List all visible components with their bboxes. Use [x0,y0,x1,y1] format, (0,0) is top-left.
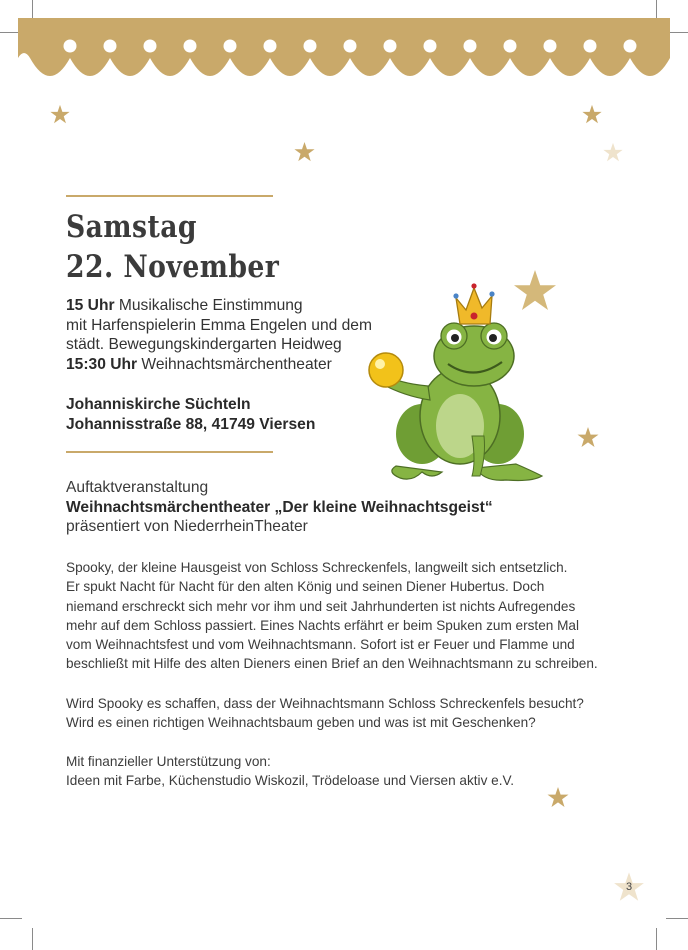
star-icon [581,104,603,126]
venue-address: Johannisstraße 88, 41749 Viersen [66,415,316,433]
program-time: 15 Uhr [66,297,115,314]
text-line: vom Weihnachtsfest und vom Weihnachtsmann. Sofort ist er Feuer und Flamme und [66,637,575,653]
heading-day: Samstag [66,209,197,245]
program-line [66,296,372,316]
star-icon [546,786,570,810]
questions-paragraph [66,694,584,733]
page-number: 3 [625,881,633,893]
divider [66,195,273,197]
text-line: Er spukt Nacht für Nacht für den alten König und seinen Diener Hubertus. Doch [66,579,545,595]
divider [66,451,273,453]
program-line [66,355,372,375]
program-text: Weihnachtsmärchentheater [137,355,332,373]
program-line [66,316,372,336]
text-line: beschließt mit Hilfe des alten Dieners einen Brief an den Weihnachtsmann zu schreiben. [66,656,598,672]
crop-mark [0,918,22,919]
text-line: niemand erschreckt sich mehr vor ihm und seit Jahrhunderten ist nichts Aufregendes [66,598,576,614]
frog-prince-illustration [356,276,548,498]
program-text: städt. Bewegungskindergarten Heidweg [66,336,342,353]
venue-name: Johanniskirche Süchteln [66,396,251,413]
sponsors-label: Mit finanzieller Unterstützung von: [66,754,271,769]
story-paragraph [66,558,598,674]
star-icon [293,141,316,164]
sponsors-list: Ideen mit Farbe, Küchenstudio Wiskozil, Trödeloase und Viersen aktiv e.V. [66,773,515,789]
crop-mark [32,928,33,950]
event-intro [66,478,493,537]
page-number-badge [612,871,646,905]
program-line [66,335,372,355]
star-icon [49,104,71,126]
crop-mark [656,928,657,950]
program [66,296,372,374]
text-line: mehr auf dem Schloss passiert. Eines Nachts erfährt er beim Spuken zum ersten Mal [66,617,580,633]
star-icon [576,426,600,450]
sponsors [66,752,514,791]
star-icon [602,142,624,164]
text-line: Wird Spooky es schaffen, dass der Weihnachtsmann Schloss Schreckenfels besucht? [66,696,584,711]
presenter: präsentiert von NiederrheinTheater [66,518,308,535]
program-text: mit Harfenspielerin Emma Engelen und dem [66,316,372,334]
text-line: Wird es einen richtigen Weihnachtsbaum geben und was ist mit Geschenken? [66,715,536,731]
crop-mark [666,918,688,919]
program-time: 15:30 Uhr [66,355,138,373]
scalloped-border [18,18,670,92]
program-text: Musikalische Einstimmung [114,297,303,314]
text-line: Spooky, der kleine Hausgeist von Schloss Schreckenfels, langweilt sich entsetzlich. [66,560,568,575]
venue [66,395,315,434]
heading-date: 22. November [66,249,280,285]
intro-label: Auftaktveranstaltung [66,479,209,496]
event-title: Weihnachtsmärchentheater „Der kleine Weihnachtsgeist“ [66,498,493,516]
